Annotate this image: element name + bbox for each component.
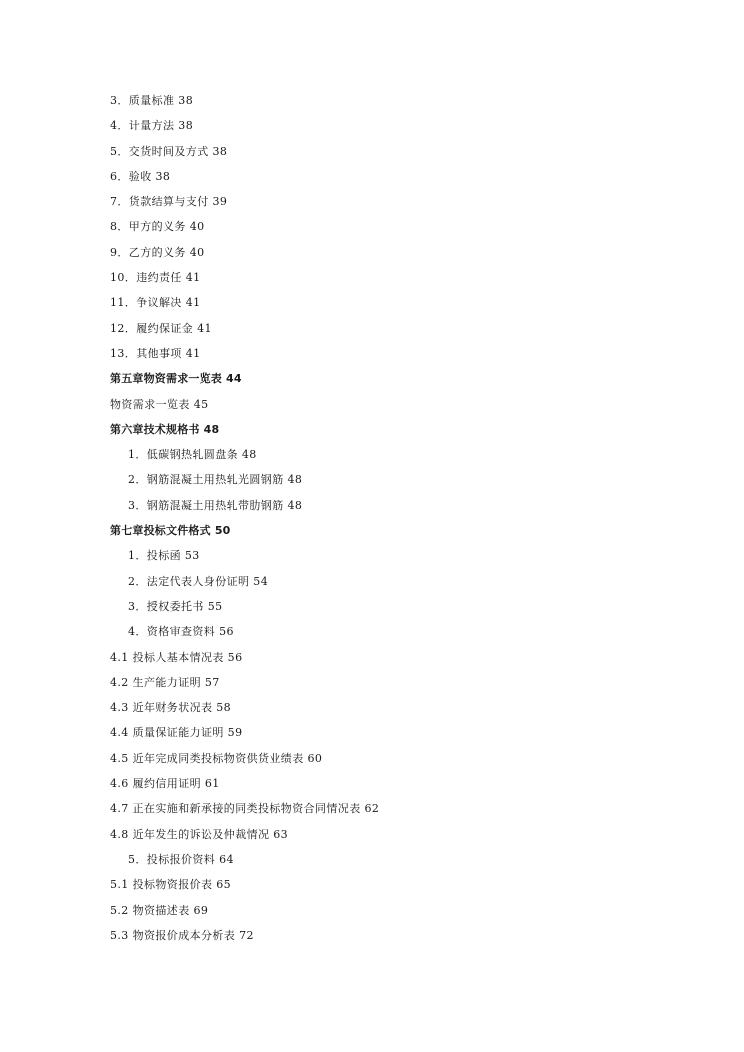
toc-entry: 4.8 近年发生的诉讼及仲裁情况 63 bbox=[110, 827, 289, 841]
toc-chapter-heading: 第七章投标文件格式 50 bbox=[110, 524, 231, 538]
toc-entry: 4.2 生产能力证明 57 bbox=[110, 675, 220, 689]
toc-entry: 4.4 质量保证能力证明 59 bbox=[110, 726, 243, 740]
toc-entry: 4.7 正在实施和新承接的同类投标物资合同情况表 62 bbox=[110, 802, 380, 816]
toc-entry: 5.3 物资报价成本分析表 72 bbox=[110, 928, 254, 942]
toc-entry: 3．授权委托书 55 bbox=[128, 599, 223, 613]
toc-entry: 8．甲方的义务 40 bbox=[110, 220, 205, 234]
toc-entry: 物资需求一览表 45 bbox=[110, 397, 209, 411]
toc-entry: 4.1 投标人基本情况表 56 bbox=[110, 650, 243, 664]
toc-entry: 13．其他事项 41 bbox=[110, 346, 201, 360]
toc-entry: 4.6 履约信用证明 61 bbox=[110, 777, 220, 791]
toc-entry: 4．计量方法 38 bbox=[110, 119, 194, 133]
toc-entry: 2．法定代表人身份证明 54 bbox=[128, 574, 269, 588]
toc-entry: 2．钢筋混凝土用热轧光圆钢筋 48 bbox=[128, 473, 303, 487]
toc-entry: 5．投标报价资料 64 bbox=[128, 852, 234, 866]
toc-entry: 5.2 物资描述表 69 bbox=[110, 903, 209, 917]
toc-entry: 4．资格审查资料 56 bbox=[128, 625, 234, 639]
toc-entry: 10．违约责任 41 bbox=[110, 271, 201, 285]
toc-entry: 5.1 投标物资报价表 65 bbox=[110, 878, 232, 892]
toc-entry: 5．交货时间及方式 38 bbox=[110, 144, 228, 158]
toc-entry: 4.3 近年财务状况表 58 bbox=[110, 701, 232, 715]
toc-entry: 7．货款结算与支付 39 bbox=[110, 195, 228, 209]
toc-entry: 3．质量标准 38 bbox=[110, 94, 194, 107]
toc-entry: 4.5 近年完成同类投标物资供货业绩表 60 bbox=[110, 751, 323, 765]
toc-entry: 11．争议解决 41 bbox=[110, 296, 201, 310]
toc-chapter-heading: 第六章技术规格书 48 bbox=[110, 422, 220, 436]
table-of-contents bbox=[0, 88, 744, 948]
toc-chapter-heading: 第五章物资需求一览表 44 bbox=[110, 372, 242, 386]
toc-entry: 1．低碳钢热轧圆盘条 48 bbox=[128, 448, 257, 462]
toc-entry: 9．乙方的义务 40 bbox=[110, 245, 205, 259]
toc-entry: 1．投标函 53 bbox=[128, 549, 200, 563]
toc-entry: 3．钢筋混凝土用热轧带肋钢筋 48 bbox=[128, 498, 303, 512]
toc-entry: 12．履约保证金 41 bbox=[110, 321, 212, 335]
toc-entry: 6．验收 38 bbox=[110, 169, 171, 183]
